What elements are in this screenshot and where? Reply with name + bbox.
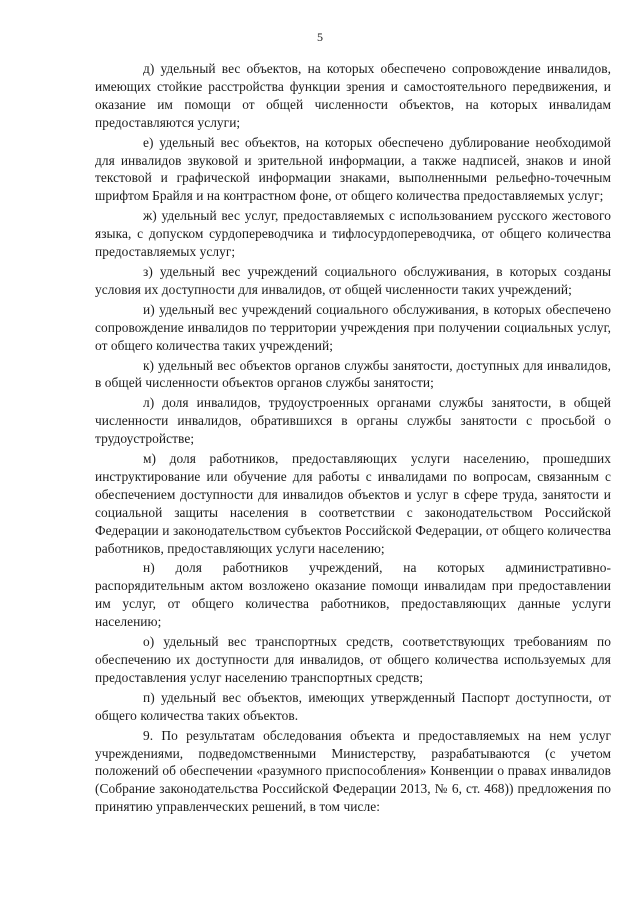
paragraph-n: н) доля работников учреждений, на которых административно-распорядительным актом возложено оказание помощи инвалидам при предоставлении им услуг, от общего количества работников, предоставляющих данные услуги населению;	[95, 560, 611, 630]
page-number: 5	[317, 30, 323, 44]
paragraph-k: к) удельный вес объектов органов службы занятости, доступных для инвалидов, в общей численности объектов органов службы занятости;	[95, 357, 611, 391]
paragraph-z: з) удельный вес учреждений социального обслуживания, в которых созданы условия их доступности для инвалидов, от общей численности таких учреждений;	[95, 263, 611, 297]
paragraph-d: д) удельный вес объектов, на которых обеспечено сопровождение инвалидов, имеющих стойкие расстройства функции зрения и самостоятельного передвижения, и оказание им помощи от общей численности объектов, на которых инвалидам предоставляются услуги;	[95, 61, 611, 130]
paragraph-i: и) удельный вес учреждений социального обслуживания, в которых обеспечено сопровождение инвалидов по территории учреждения при получении социальных услуг, от общего количества таких учреждений;	[95, 301, 611, 353]
paragraph-9: 9. По результатам обследования объекта и предоставляемых на нем услуг учреждениями, подведомственными Министерству, разрабатываются (с учетом положений об обеспечении «разумного приспособления» Конвенции о правах инвалидов (Собрание законодательства Российской Федерации 2013, № 6, ст. 468)) предложения по принятию управленческих решений, в том числе:	[95, 727, 611, 815]
document-body	[95, 60, 611, 818]
paragraph-zh: ж) удельный вес услуг, предоставляемых с использованием русского жестового языка, с допуском сурдопереводчика и тифлосурдопереводчика, от общего количества предоставляемых услуг;	[95, 208, 611, 260]
paragraph-p: п) удельный вес объектов, имеющих утвержденный Паспорт доступности, от общего количества таких объектов.	[95, 689, 611, 723]
paragraph-l: л) доля инвалидов, трудоустроенных органами службы занятости, в общей численности инвалидов, обратившихся в органы службы занятости с просьбой о трудоустройстве;	[95, 395, 611, 447]
paragraph-e: е) удельный вес объектов, на которых обеспечено дублирование необходимой для инвалидов звуковой и зрительной информации, а также надписей, знаков и иной текстовой и графической информации знаками, выполненными рельефно-точечным шрифтом Брайля и на контрастном фоне, от общего количества предоставляемых услуг;	[95, 134, 611, 204]
paragraph-o: о) удельный вес транспортных средств, соответствующих требованиям по обеспечению их доступности для инвалидов, от общего количества используемых для предоставления услуг населению транспортных средств;	[95, 634, 611, 685]
paragraph-m: м) доля работников, предоставляющих услуги населению, прошедших инструктирование или обучение для работы с инвалидами по вопросам, связанным с обеспечением доступности для инвалидов объектов и услуг в сфере труда, занятости и социальной защиты населения в соответствии с законодательством Российской Федерации и законодательством субъектов Российской Федерации, от общего количества работников, предоставляющих услуги населению;	[95, 451, 611, 556]
